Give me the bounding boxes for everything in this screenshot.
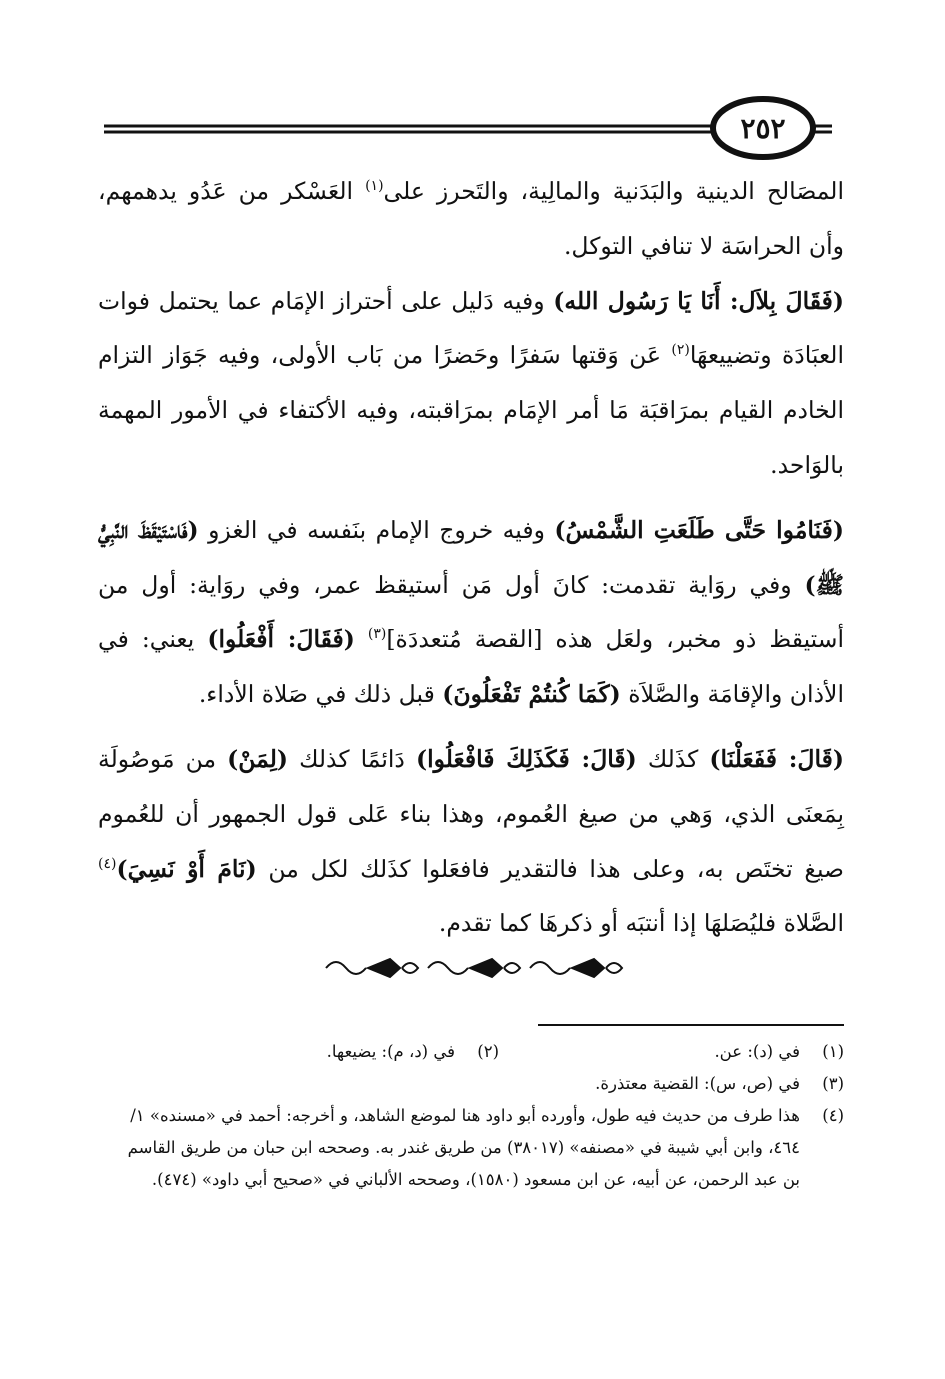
text-run: من مَوصُولَة بِمَعنَى الذي، وَهي من صيغ العُموم، وهذا بناء عَلى قول الجمهور أن للعُموم صيغ تختَص به، وعلى هذا فالتقدير فافعَلوا كذَلك لكل من xyxy=(98,744,844,883)
footnote-text: في (ص، س): القضية معتذرة. xyxy=(595,1074,800,1093)
footnote-number: (١) xyxy=(822,1042,844,1061)
footnote-1 xyxy=(499,1036,844,1068)
footnote-number: (٤) xyxy=(822,1106,844,1125)
bold-phrase: (كَمَا كُنتُمْ تَفْعَلُونَ) xyxy=(442,680,621,709)
footnote-text: في (د، م): يضيعها. xyxy=(326,1042,455,1061)
page-header xyxy=(0,0,945,175)
text-run: وفيه خروج الإمام بنَفسه في الغزو xyxy=(198,515,555,544)
footnotes xyxy=(110,1036,844,1196)
footnote-number: (٢) xyxy=(477,1042,499,1061)
footnote-ref: (١) xyxy=(365,178,384,195)
footnote-text: في (د): عن. xyxy=(714,1042,800,1061)
text-run: كذَلك xyxy=(636,744,710,773)
paragraph xyxy=(98,164,844,274)
footnote-ref: (٢) xyxy=(671,342,690,359)
text-run: قبل ذلك في صَلاة الأداء. xyxy=(198,680,443,709)
bold-phrase: (لِمَنْ) xyxy=(227,744,289,773)
footnote-2 xyxy=(154,1036,499,1068)
footnote-ref: (٣) xyxy=(367,626,387,643)
bold-phrase: (فَقَالَ بِلاَل: أَنَا يَا رَسُول الله) xyxy=(553,286,844,315)
text-run: دَائمًا كذلك xyxy=(288,744,416,773)
bold-phrase: (قَالَ: فَفَعَلْنَا) xyxy=(709,744,845,773)
footnote-3 xyxy=(110,1068,844,1100)
bold-phrase: (قَالَ: فَكَذَلِكَ فَافْعَلُوا) xyxy=(415,744,637,773)
footnote-separator xyxy=(538,1024,844,1026)
footnote-number: (٣) xyxy=(822,1074,844,1093)
text-run: وفيه دَليل على أحتراز الإمَام عما يحتمل فوات العبَادَة وتضييعهَا xyxy=(98,286,845,370)
text-run: المصَالح الدينية والبَدَنية والمالِية، والتَحرز على xyxy=(383,177,844,205)
bold-phrase: (فَنَامُوا حَتَّى طَلَعَتِ الشَّمْسُ) xyxy=(554,515,845,544)
bold-phrase: (نَامَ أَوْ نَسِيَ) xyxy=(116,854,257,883)
footnote-ref: (٤) xyxy=(98,855,117,872)
footnote-4 xyxy=(110,1100,844,1196)
text-run xyxy=(355,625,368,653)
text-run: وفي روَاية تقدمت: كانَ أول مَن أستيقظ عمر، وفي روَاية: أول من أستيقظ ذو مخبر، ولعَل هذه [القصة مُتعددَة] xyxy=(98,570,844,654)
bold-phrase: (فَقَالَ: أَفْعَلُوا) xyxy=(207,625,355,654)
footnote-row xyxy=(110,1036,844,1068)
bold-phrase: (فَاسْتَيْقَظَ النَّبِيُّ ﷺ) xyxy=(98,515,844,599)
text-run: العَسْكر من عَدُو يدهمهم، وأن الحراسَة لا تنافي التوكل. xyxy=(98,177,844,260)
page-number: ٢٥٢ xyxy=(740,111,786,145)
text-run: عَن وَقتها سَفرًا وحَضرًا من بَاب الأولى، وفيه جَوَاز التزام الخادم القيام بمرَاقبَة مَا أمر الإمَام بمرَاقبته، وفيه الأكتفاء في الأمور المهمة بالوَاحد. xyxy=(98,341,844,479)
footnote-text: هذا طرف من حديث فيه طول، وأورده أبو داود هنا لموضع الشاهد، و أخرجه: أحمد في «مسنده» ١/ ٤٦٤، وابن أبي شيبة في «مصنفه» (٣٨٠١٧) من طريق غندر به. وصححه ابن حبان من طريق القاسم بن عبد الرحمن، عن أبيه، عن ابن مسعود (١٥٨٠)، وصححه الألباني في «صحيح أبي داود» (٤٧٤). xyxy=(127,1106,800,1189)
paragraph xyxy=(98,274,844,493)
text-run: الصَّلاة فليُصَلهَا إذا أنتبَه أو ذكرهَا كما تقدم. xyxy=(438,909,844,938)
main-text xyxy=(98,164,844,951)
paragraph xyxy=(98,732,844,951)
section-divider-ornament xyxy=(318,948,628,988)
paragraph xyxy=(98,503,844,722)
text-run: يعني: في الأذان والإقامَة والصَّلاَة xyxy=(98,625,844,709)
